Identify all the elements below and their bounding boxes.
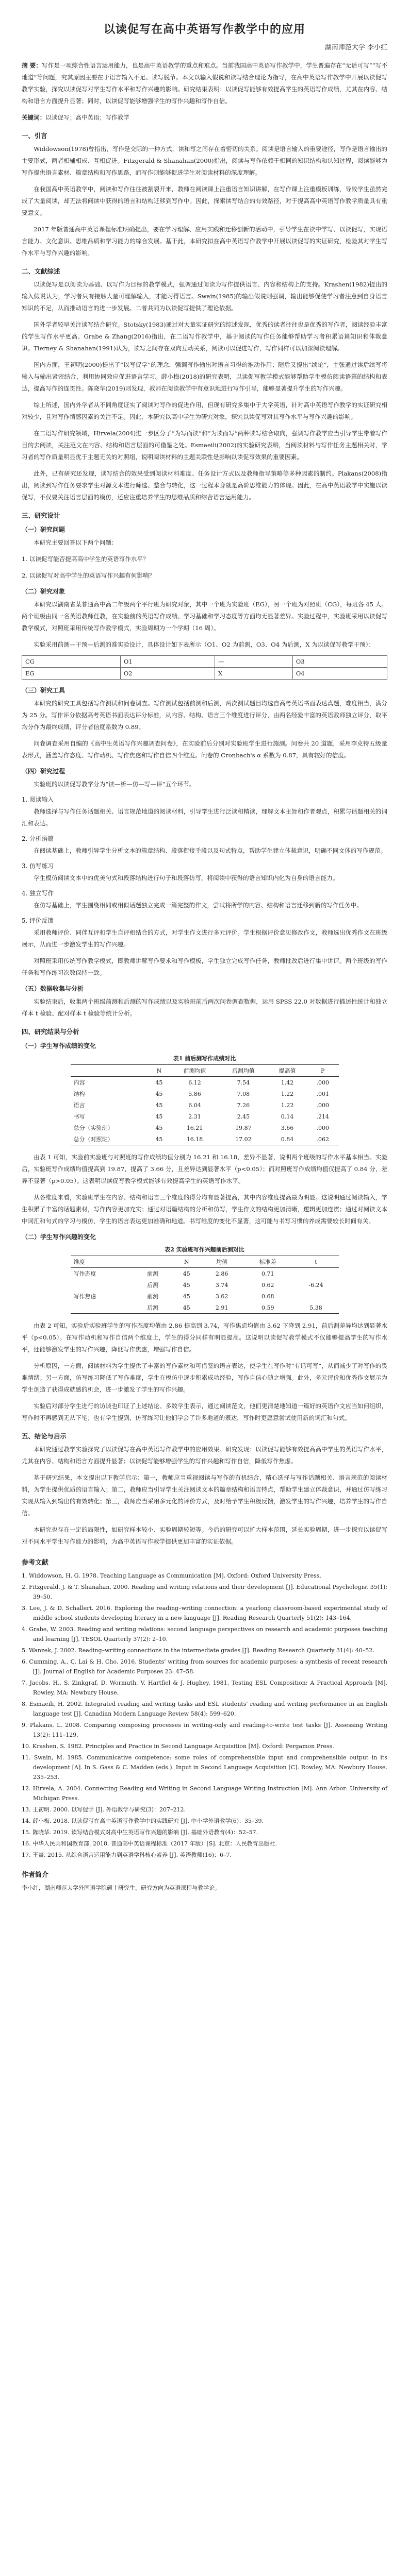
table-row — [71, 1133, 339, 1145]
table-row — [22, 668, 387, 680]
table2-caption: 表2 实验班写作兴趣前后测对比 — [165, 1246, 244, 1253]
paragraph: 本研究主要回答以下两个问题： — [34, 539, 118, 546]
abstract-text: 以读促写；高中英语；写作教学 — [45, 114, 129, 121]
reference-item: 12. Hirvela, A. 2004. Connecting Reading and Writing in Second Language Writing Instruction [M]. Ann Arbor: University of Michigan Press. — [22, 1785, 387, 1802]
table-cell: 写作态度 — [73, 1270, 96, 1277]
table-row — [71, 1088, 339, 1099]
table-cell: 5.86 — [188, 1090, 201, 1097]
section-heading: 二、文献综述 — [22, 267, 60, 275]
section-heading: 三、研究设计 — [22, 512, 60, 519]
table-cell: 45 — [155, 1124, 163, 1131]
article-title: 以读促写在高中英语写作教学中的应用 — [103, 23, 305, 36]
table-cell: .062 — [307, 1133, 339, 1145]
table-cell: 45 — [148, 1133, 171, 1145]
section-heading: 一、引言 — [22, 132, 47, 140]
table-cell: 书写 — [73, 1113, 85, 1120]
paragraph: 实验班的以读促写教学分为“读—析—仿—写—评”五个环节。 — [34, 781, 195, 788]
paragraph: 在仿写基础上，学生围绕相同或相似话题独立完成一篇完整的作文，尝试将所学的内容、结构和语言迁移到新的写作任务中。 — [34, 902, 363, 909]
table-row — [71, 1279, 339, 1291]
paragraph: 实验结束后，收集两个班级前测和后测的写作成绩以及实验班前后两次问卷调查数据，运用 SPSS 22.0 对数据进行描述性统计和独立样本 t 检验、配对样本 t 检验等统计分析。 — [22, 998, 387, 1017]
paragraph: 在阅读基础上，教师引导学生分析文本的篇章结构、段落衔接手段以及句式特点，帮助学生建立体裁意识，明确不同文体的写作规范。 — [34, 847, 387, 854]
table-cell: EG — [22, 668, 121, 680]
score-table — [71, 1064, 339, 1145]
reference-item: 7. Jacobs, H., S. Zinkgraf, D. Wormuth, V. Hartfiel & J. Hughey. 1981. Testing ESL Composition: A Practical Approach [M]. Rowley, MA: Newbury House. — [22, 1680, 387, 1696]
reference-item: 10. Krashen, S. 1982. Principles and Practice in Second Language Acquisition [M]. Oxford: Pergamon Press. — [22, 1743, 334, 1750]
table-cell: O4 — [292, 668, 387, 680]
table-cell: 2.45 — [237, 1113, 250, 1120]
table-cell: 0.62 — [261, 1281, 274, 1289]
table-header — [71, 1065, 148, 1077]
table-cell: 45 — [183, 1270, 190, 1277]
table-cell: 内容 — [73, 1079, 85, 1086]
table-cell: 0.71 — [261, 1270, 274, 1277]
paragraph: 本研究也存在一定的局限性，如研究样本较小、实验周期较短等。今后的研究可以扩大样本范围，延长实验周期，进一步探究以读促写对不同水平学生写作能力的影响，为高中英语写作教学提供更加丰富的实证依据。 — [22, 1526, 387, 1545]
table-cell: 1.22 — [281, 1090, 294, 1097]
table-cell: 2.86 — [215, 1270, 228, 1277]
paragraph: 采用教师评价、同伴互评和学生自评相结合的方式，对学生作文进行多元评价。学生根据评价意见修改作文，教师选出优秀作文在班级展示，从而进一步激发学生的写作兴趣。 — [22, 929, 387, 948]
table-cell: O1 — [120, 656, 215, 668]
table-header: t — [293, 1256, 338, 1268]
table-cell: 前测 — [147, 1270, 159, 1277]
abstract — [22, 60, 387, 124]
paragraph: 实验后对部分学生进行的访谈也印证了上述结论。多数学生表示，通过阅读范文，他们更清楚地知道一篇好的英语作文应当如何组织，写作时不再感到无从下笔；也有学生提到，仿写练习让他们学会了许多地道的表达，写作时更愿意尝试使用新的词汇和句式。 — [22, 1402, 387, 1421]
body-section-3 — [22, 1151, 387, 1241]
paragraph: 国内方面，王初明(2000)提出了“以写促学”的理念，强调写作输出对语言习得的推动作用；随后又提出“续论”，主张通过读后续写将输入与输出紧密结合，利用协同效应促进语言学习。薛小梅(2018)的研究表明，以读促写教学模式能够帮助学生模仿阅读语篇的结构和表达，提高写作的连贯性。陈晓华(2019)则发现，教师在阅读教学中有意识地进行写作引导，能够显著提升学生的写作兴趣。 — [22, 361, 387, 392]
table-cell: 前测 — [147, 1293, 159, 1300]
paragraph: 本研究的研究工具包括写作测试和问卷调查。写作测试包括前测和后测，两次测试题目均选自高考英语书面表达真题，难度相当，满分为 25 分。写作评分依据高考英语书面表达评分标准，从内容、结构、语言三个维度进行评分，由两名经验丰富的英语教师独立评分，取平均分作为最终成绩，评分者信度系数为 0.89。 — [22, 700, 387, 731]
step-heading: 2. 分析语篇 — [22, 835, 54, 842]
table-cell — [71, 1302, 134, 1314]
paragraph: Widdowson(1978)曾指出，写作是交际的一种方式，读和写之间存在着密切的关系。阅读是语言输入的重要途径，写作是语言输出的主要形式，两者相辅相成、互相促进。Fitzgerald & Shanahan(2000)指出，阅读与写作依赖于相同的知识结构和认知过程，阅读能够为写作提供语言素材、篇章结构和写作思路，而写作则能够促进学生对阅读材料的深度理解。 — [22, 145, 387, 176]
subsection-heading: （四）研究过程 — [22, 768, 66, 775]
paragraph: 分析原因，一方面，阅读材料为学生提供了丰富的写作素材和可借鉴的语言表达，使学生在写作时“有话可写”，从而减少了对写作的畏难情绪；另一方面，仿写练习降低了写作难度，学生在模仿中逐步积累成功经验，写作自信心随之增强。此外，多元评价和优秀作文展示为学生创造了获得成就感的机会，进一步激发了学生的写作兴趣。 — [22, 1362, 387, 1393]
abstract-label: 关键词： — [22, 114, 46, 121]
table-cell: 16.18 — [170, 1133, 219, 1145]
table-cell: 3.66 — [281, 1124, 294, 1131]
table-cell: 7.08 — [237, 1090, 250, 1097]
table-cell: 语言 — [73, 1102, 85, 1109]
section-heading: 五、结论与启示 — [22, 1432, 67, 1440]
table-cell: .000 — [316, 1079, 329, 1086]
reference-item: 17. 王蔷. 2015. 从综合语言运用能力到英语学科核心素养 [J]. 英语教师(16)：6–7. — [22, 1852, 232, 1858]
paragraph: 在二语写作研究领域，Hirvela(2004)进一步区分了“为写而读”和“为读而写”两种读写结合取向，强调写作教学应当引导学生带着写作目的去阅读，关注范文在内容、结构和语言层面的可借鉴之处。Esmaeili(2002)的实验研究表明，当阅读材料与写作任务主题相关时，学习者的写作质量明显优于主题无关的对照组，说明阅读材料的主题关联性是影响以读促写效果的重要因素。 — [22, 430, 387, 461]
table-row — [22, 656, 387, 668]
reference-item: 1. Widdowson, H. G. 1978. Teaching Language as Communication [M]. Oxford: Oxford University Press. — [22, 1572, 321, 1579]
body-section-2 — [22, 686, 387, 1050]
reference-item: 3. Lee, J. & D. Schallert. 2016. Exploring the reading–writing connection: a yearlong classroom-based experimental study of middle school students developing literacy in a new language [J]. Reading Research Quarterly 51(2): 143–164. — [22, 1605, 387, 1621]
reference-item: 16. 中华人民共和国教育部. 2018. 普通高中英语课程标准（2017 年版）[S]. 北京：人民教育出版社. — [22, 1840, 277, 1847]
step-heading: 5. 评价反馈 — [22, 917, 54, 924]
reference-item: 14. 薛小梅. 2018. 以读促写在高中英语写作教学中的实践研究 [J]. 中小学外语教学(6)：35–39. — [22, 1818, 264, 1824]
table-cell: 后测 — [134, 1302, 172, 1314]
table-cell: 后测 — [147, 1282, 159, 1289]
table-cell: 45 — [155, 1101, 163, 1109]
table-cell: .001 — [316, 1090, 329, 1097]
abstract-label: 摘 要： — [22, 62, 42, 69]
table-cell: 0.84 — [268, 1133, 307, 1145]
table-row — [71, 1302, 339, 1314]
paragraph: 基于研究结果，本文提出以下教学启示：第一，教师应当重视阅读与写作的有机结合，精心选择与写作话题相关、语言规范的阅读材料，为学生提供优质的语言输入；第二，教师应当引导学生关注阅读文本的篇章结构和语言特点，帮助学生建立体裁意识，并通过仿写练习实现从输入到输出的有效转化；第三，教师应当采用多元化的评价方式，及时给予学生积极反馈，激发学生的写作兴趣，培养学生的写作自信。 — [22, 1474, 387, 1517]
table-cell: 1.22 — [281, 1101, 294, 1109]
paragraph: 2017 年版普通高中英语课程标准明确提出，要在学习理解、应用实践和迁移创新的活动中，引导学生在读中学写、以读促写，实现语言能力、文化意识、思维品质和学习能力的综合发展。基于此，本研究拟在高中英语写作教学中开展以读促写的实证研究，检验其对学生写作水平与写作兴趣的影响。 — [22, 226, 387, 257]
table-row — [71, 1122, 339, 1133]
subsection-heading: （五）数据收集与分析 — [22, 985, 84, 992]
table-header: 标准差 — [242, 1256, 293, 1268]
reference-item: 9. Plakans, L. 2008. Comparing composing processes in writing-only and reading-to-write test tasks [J]. Assessing Writing 13(2): 111–129. — [22, 1722, 387, 1738]
body-section-1 — [22, 131, 387, 651]
references-list — [22, 1571, 387, 1860]
list-item: 1. 以读促写能否提高高中学生的英语写作水平？ — [22, 555, 149, 563]
reference-item: 5. Wanzek, J. 2002. Reading–writing connections in the intermediate grades [J]. Reading Research Quarterly 31(4): 40–52. — [22, 1647, 374, 1654]
step-heading: 1. 阅读输入 — [22, 796, 54, 803]
table-cell: 1.42 — [281, 1079, 294, 1086]
step-heading: 4. 独立写作 — [22, 890, 54, 897]
table-cell: 7.54 — [237, 1079, 250, 1086]
table-cell: X — [215, 668, 293, 680]
table-cell: 总分（对照班） — [71, 1133, 148, 1145]
table-cell — [71, 1279, 134, 1291]
table-header: N — [172, 1256, 201, 1268]
reference-item: 15. 陈晓华. 2019. 读写结合模式对高中生英语写作兴趣的影响 [J]. 基础外语教育(4)：52–57. — [22, 1829, 258, 1836]
table-header: P — [307, 1065, 339, 1077]
reference-item: 6. Cumming, A., C. Lai & H. Cho. 2016. Students' writing from sources for academic purposes: a synthesis of recent research [J]. Journal of English for Academic Purposes 23: 47–58. — [22, 1658, 387, 1675]
table-cell: .214 — [316, 1113, 329, 1120]
body-section-4 — [22, 1320, 387, 1548]
table-cell: 3.74 — [215, 1281, 228, 1289]
list-item: 2. 以读促写对高中学生的英语写作兴趣有何影响？ — [22, 572, 155, 579]
reference-item: 8. Esmaeili, H. 2002. Integrated reading and writing tasks and ESL students' reading and writing performance in an English language test [J]. Canadian Modern Language Review 58(4): 599–620. — [22, 1701, 387, 1717]
table-cell: 2.91 — [201, 1302, 242, 1314]
subsection-heading: （二）学生写作兴趣的变化 — [22, 1233, 96, 1241]
table-cell: 16.21 — [186, 1124, 203, 1131]
table-cell: 0.68 — [261, 1293, 274, 1300]
reference-item: 13. 王初明. 2000. 以写促学 [J]. 外语教学与研究(3)：207–212. — [22, 1806, 186, 1813]
table-header: 前测均值 — [170, 1065, 219, 1077]
table-cell: 45 — [155, 1090, 163, 1097]
section-heading: 四、研究结果与分析 — [22, 1028, 79, 1036]
table-cell: -6.24 — [308, 1281, 323, 1289]
table-header: 均值 — [201, 1256, 242, 1268]
paragraph: 此外，已有研究还发现，读写结合的效果受到阅读材料难度、任务设计方式以及教师指导策略等多种因素的制约。Plakans(2008)指出，阅读到写作任务要求学生对源文本进行筛选、整合与转化，这一过程本身就是高阶思维能力的体现。因此，在高中英语教学中实施以读促写，不仅要关注语言层面的模仿，还应注重培养学生的思维品质和综合语言运用能力。 — [22, 470, 387, 501]
table-row — [71, 1111, 339, 1122]
paragraph: 问卷调查采用自编的《高中生英语写作兴趣调查问卷》，在实验前后分别对实验班学生进行施测。问卷共 20 道题，采用李克特五级量表形式，涵盖写作态度、写作动机、写作焦虑和写作自信四个维度。问卷的 Cronbach's α 系数为 0.87，具有较好的信度。 — [22, 740, 387, 759]
table-header — [134, 1256, 172, 1268]
paragraph: 对照班采用传统写作教学模式，即教师讲解写作要求和写作模板，学生独立完成写作任务，教师批改后进行集中讲评。两个班级的写作任务和写作练习次数保持一致。 — [22, 957, 387, 976]
interest-table — [71, 1256, 339, 1314]
paragraph: 由表 1 可知，实验前实验班与对照班的写作成绩均值分别为 16.21 和 16.18，差异不显著，说明两个班级的写作水平基本相当。实验后，实验班写作成绩均值提高到 19.87，提高了 3.66 分，且差异达到显著水平（p<0.05）；而对照班写作成绩均值仅提高了 0.84 分，差异不显著（p>0.05）。这表明以读促写教学模式能够有效提高学生的英语写作水平。 — [22, 1154, 387, 1184]
paragraph: 本研究通过教学实验探究了以读促写在高中英语写作教学中的应用效果。研究发现：以读促写能够有效提高高中学生的英语写作水平，尤其在内容、结构和语言方面提升显著；以读促写能够增强学生的写作兴趣和写作自信，降低写作焦虑。 — [22, 1446, 387, 1465]
abstract-paragraph — [22, 112, 387, 124]
table-cell: — — [215, 656, 293, 668]
table-row — [71, 1077, 339, 1089]
table-row — [71, 1268, 339, 1280]
subsection-heading: （一）研究问题 — [22, 526, 66, 533]
paragraph: 学生模仿阅读文本中的优美句式和段落结构进行句子和段落仿写，将阅读中获得的语言知识内化为自身的语言能力。 — [34, 874, 339, 882]
table-cell: 45 — [183, 1281, 190, 1289]
table-cell: 2.31 — [188, 1113, 201, 1120]
table-cell: 3.62 — [215, 1293, 228, 1300]
table-cell: 45 — [172, 1302, 201, 1314]
table-cell: 7.26 — [237, 1101, 250, 1109]
table-header: 提高值 — [268, 1065, 307, 1077]
table-cell: 0.59 — [242, 1302, 293, 1314]
table-cell: 45 — [155, 1079, 163, 1086]
table-cell: 45 — [183, 1293, 190, 1300]
subsection-heading: （二）研究对象 — [22, 588, 66, 595]
table-cell: 19.87 — [235, 1124, 252, 1131]
paragraph: 在我国高中英语教学中，阅读和写作往往被割裂开来，教师在阅读课上注重语言知识讲解，在写作课上注重模板训练，导致学生虽然完成了大量阅读，却无法将阅读中获得的语言和结构迁移到写作中。因此，探索读写结合的有效路径，对于提高高中英语写作教学质量具有重要意义。 — [22, 185, 387, 216]
table-cell: 45 — [155, 1113, 163, 1120]
table-cell — [293, 1291, 338, 1302]
paragraph: 本研究以湖南省某普通高中高二年级两个平行班为研究对象，其中一个班为实验班（EG），另一个班为对照班（CG），每班各 45 人。两个班级由同一名英语教师任教，在实验前的英语写作成绩、学习基础和学习态度等方面均无显著差异。实验过程中，实验班采用以读促写教学模式，对照班采用传统写作教学模式，实验周期为一个学期（16 周）。 — [22, 601, 387, 632]
step-heading: 3. 仿写练习 — [22, 862, 54, 870]
table-cell: O3 — [292, 656, 387, 668]
subsection-heading: （三）研究工具 — [22, 687, 66, 694]
table-cell — [293, 1268, 338, 1280]
paragraph: 实验采用前测—干预—后测的准实验设计，具体设计如下表所示（O1、O2 为前测，O3、O4 为后测，X 为以读促写教学干预）： — [34, 641, 374, 648]
table-header: 维度 — [71, 1256, 134, 1268]
table-header: N — [148, 1065, 171, 1077]
table-row — [71, 1099, 339, 1111]
table-header: 后测均值 — [219, 1065, 268, 1077]
author-bio-text: 李小红，湖南师范大学外国语学院硕士研究生，研究方向为英语课程与教学论。 — [22, 1885, 220, 1891]
table-row — [71, 1291, 339, 1302]
table-cell: O2 — [120, 668, 215, 680]
table-cell: 6.04 — [188, 1101, 201, 1109]
paragraph: 从各维度来看，实验班学生在内容、结构和语言三个维度的得分均有显著提高，其中内容维度提高最为明显。这说明通过阅读输入，学生积累了丰富的话题素材，写作内容更加充实；通过对语篇结构的分析和仿写，学生作文的结构更加清晰，逻辑更加连贯；通过对阅读文本中词汇和句式的学习与模仿，学生的语言表达更加准确和地道。书写维度的变化不显著，这可能与书写习惯的养成需要较长时间有关。 — [22, 1194, 387, 1225]
table-cell: .000 — [316, 1124, 329, 1131]
table-cell: 总分（实验班） — [73, 1125, 113, 1131]
reference-item: 2. Fitzgerald, J. & T. Shanahan. 2000. Reading and writing relations and their development [J]. Educational Psychologist 35(1): 39–50. — [22, 1584, 387, 1600]
reference-item: 11. Swain, M. 1985. Communicative competence: some roles of comprehensible input and comprehensible output in its development [A]. In S. Gass & C. Madden (eds.). Input in Second Language Acquisition [C]. Rowley, MA: Newbury House. 235–253. — [22, 1754, 387, 1781]
experiment-design-table — [22, 655, 387, 680]
table-cell: 写作焦虑 — [73, 1293, 96, 1300]
table-cell: 结构 — [73, 1091, 85, 1097]
table-cell: .000 — [316, 1101, 329, 1109]
paragraph: 教师选择与写作任务话题相关、语言规范地道的阅读材料，引导学生进行泛读和精读，理解文本主旨和作者观点，积累与话题相关的词汇和表达。 — [22, 808, 387, 827]
subsection-heading: （一）学生写作成绩的变化 — [22, 1042, 96, 1049]
paragraph: 以读促写是以阅读为基础、以写作为目标的教学模式，强调通过阅读为写作提供语言、内容和结构上的支持。Krashen(1982)提出的输入假说认为，学习者只有接触大量可理解输入，才能习得语言。Swain(1985)的输出假说则强调，输出能够促使学习者注意到自身语言知识的不足，从而推动语言的进一步发展。二者共同为以读促写提供了理论依据。 — [22, 281, 387, 312]
paragraph: 由表 2 可知，实验后实验班学生的写作态度均值由 2.86 提高到 3.74，写作焦虑均值由 3.62 下降到 2.91，前后测差异均达到显著水平（p<0.05）。在写作动机和写作自信两个维度上，学生的得分同样有明显提高。这说明以读促写教学模式不仅能够提高学生的写作水平，还能够激发学生的写作兴趣，降低写作焦虑，增强写作自信。 — [22, 1322, 387, 1353]
abstract-text: 写作是一项综合性语言运用能力，也是高中英语教学的重点和难点。当前我国高中英语写作教学中，学生普遍存在“无话可写”“写不地道”等问题，究其原因主要在于语言输入不足、读写脱节。本文以输入假说和读写结合理论为指导，在高中英语写作教学中开展以读促写教学实验，探究以读促写对学生写作水平和写作兴趣的影响。研究结果表明：以读促写能够有效提高学生的英语写作成绩，尤其在内容、结构和语言方面提升显著；同时，以读促写能够增强学生的写作兴趣和写作自信。 — [22, 62, 387, 105]
table-cell: CG — [22, 656, 121, 668]
table1-caption: 表1 前后测写作成绩对比 — [173, 1055, 236, 1062]
author-bio-title: 作者简介 — [22, 1871, 49, 1879]
author-affiliation: 湖南师范大学 李小红 — [324, 44, 387, 52]
reference-item: 4. Grabe, W. 2003. Reading and writing relations: second language perspectives on research and academic purposes teaching and learning [J]. TESOL Quarterly 37(2): 2–10. — [22, 1626, 387, 1642]
table-cell: 17.02 — [219, 1133, 268, 1145]
references-title: 参考文献 — [22, 1559, 49, 1567]
abstract-paragraph — [22, 60, 387, 107]
table-cell: 5.38 — [293, 1302, 338, 1314]
table-cell: 0.14 — [281, 1113, 294, 1120]
paragraph: 综上所述，国内外学者从不同角度证实了阅读对写作的促进作用，但现有研究多集中于大学英语，针对高中英语写作教学的实证研究相对较少，且对写作情感因素的关注不足。因此，本研究以高中学生为研究对象，探究以读促写对其写作水平与写作兴趣的影响。 — [22, 401, 387, 420]
table-cell: 6.12 — [188, 1079, 201, 1086]
paragraph: 国外学者较早关注读写结合研究。Stotsky(1983)通过对大量实证研究的综述发现，优秀的读者往往也是优秀的写作者，阅读经验丰富的学生写作水平更高。Grabe & Zhang(2016)指出，在二语写作教学中，基于阅读的写作任务能够帮助学习者积累语篇知识和体裁意识。Tierney & Shanahan(1991)认为，读写之间存在双向互动关系，阅读可以促进写作，写作同样可以加深阅读理解。 — [22, 321, 387, 352]
